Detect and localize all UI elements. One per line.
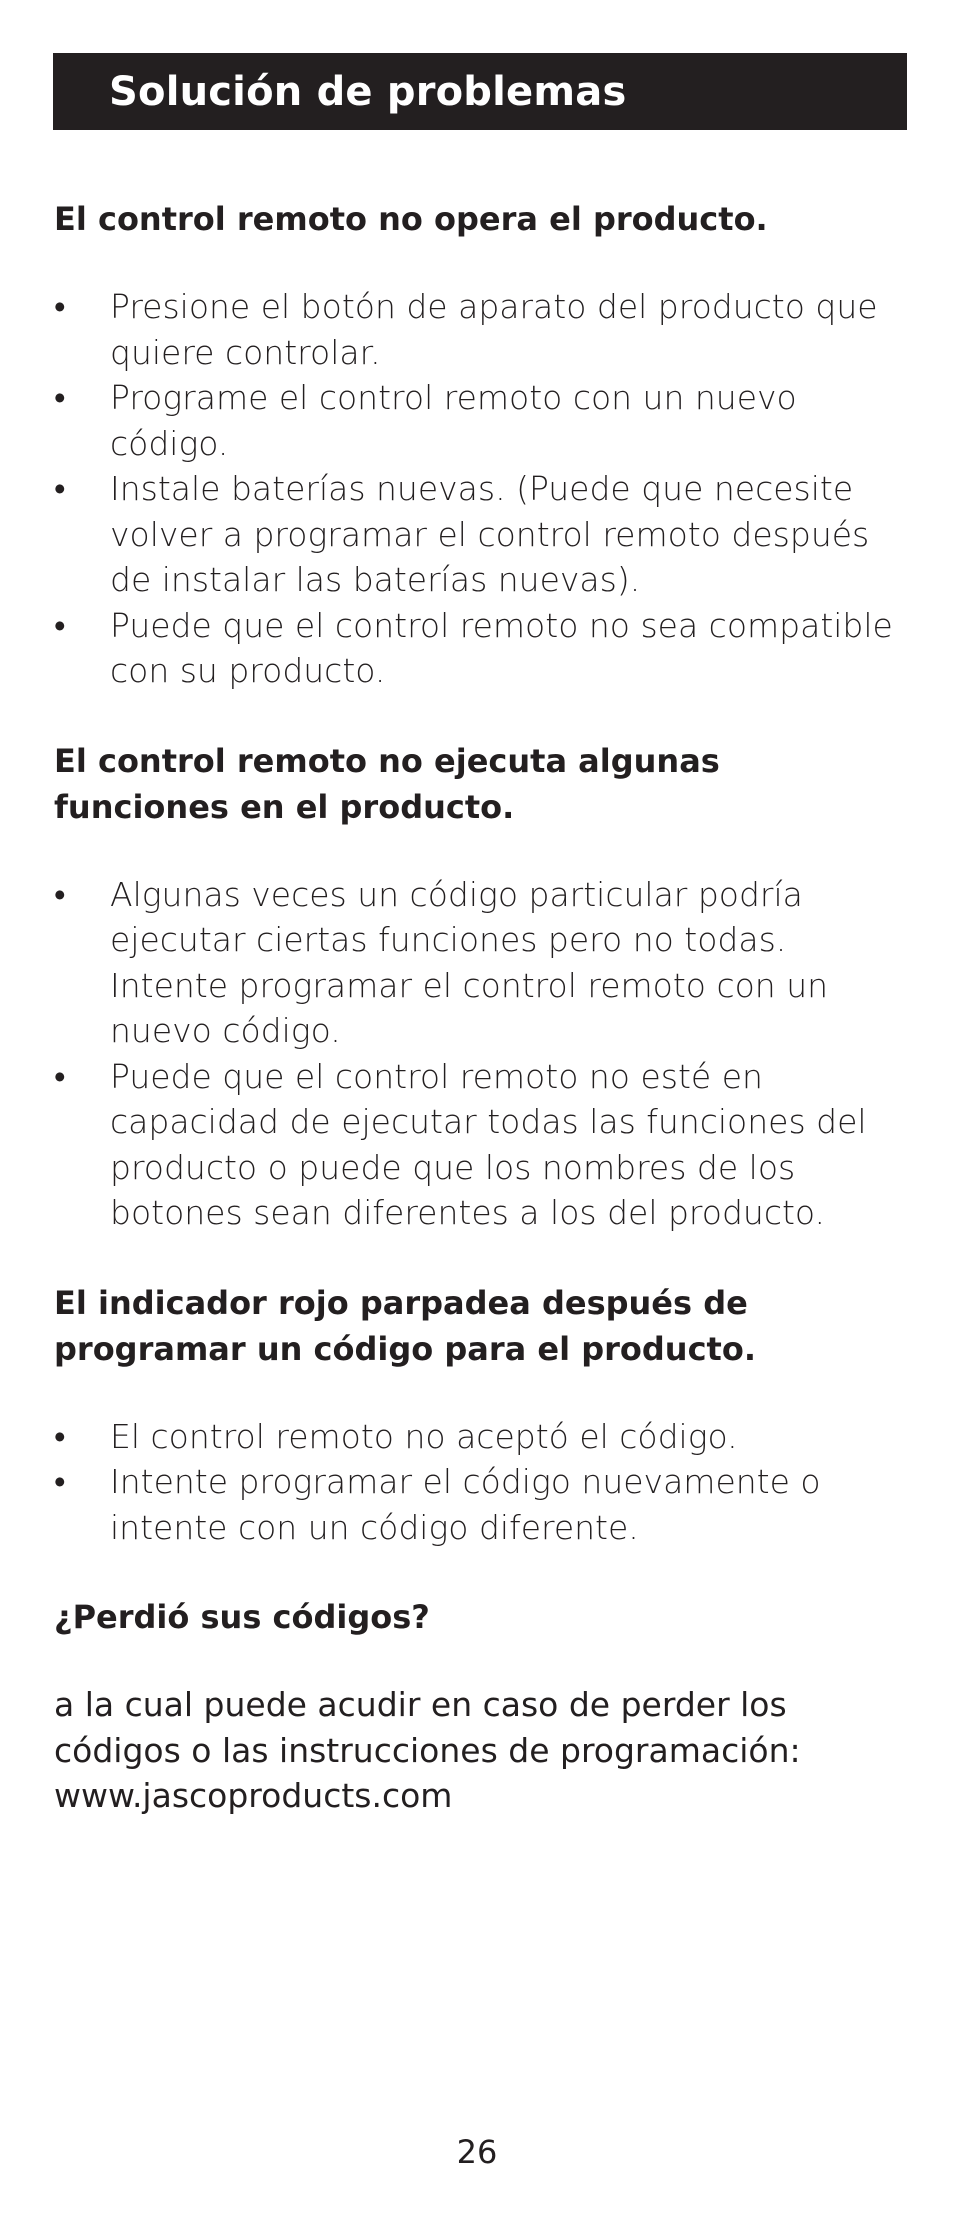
- bullet-icon: •: [54, 378, 66, 417]
- list-item-text: Puede que el control remoto no sea compatible con su producto.: [110, 605, 893, 690]
- bullet-list: [54, 1414, 904, 1551]
- bullet-icon: •: [54, 874, 66, 914]
- bullet-icon: •: [54, 605, 66, 645]
- bullet-list: [54, 872, 904, 1236]
- section-some-functions-not-working: [54, 738, 904, 1236]
- list-item-text: Presione el botón de aparato del producto que quiere controlar.: [110, 287, 878, 372]
- bullet-icon: •: [54, 1416, 66, 1456]
- lost-codes-text: [54, 1682, 904, 1819]
- bullet-icon: •: [54, 1462, 66, 1501]
- section-red-indicator-blinks: [54, 1280, 904, 1551]
- section-remote-not-operating: [54, 196, 904, 694]
- list-item: [54, 872, 904, 1054]
- list-item: [54, 1414, 904, 1460]
- section-heading: ¿Perdió sus códigos?: [54, 1598, 430, 1636]
- list-item: [54, 466, 904, 603]
- list-item: [54, 1459, 904, 1550]
- section-heading: El indicador rojo parpadea después de programar un código para el producto.: [54, 1283, 756, 1368]
- page-number: 26: [456, 2133, 498, 2171]
- section-heading: El control remoto no opera el producto.: [54, 200, 768, 238]
- list-item-text: Instale baterías nuevas. (Puede que necesite volver a programar el control remoto después de instalar las baterías nuevas).: [110, 469, 870, 599]
- list-item: [54, 1054, 904, 1236]
- list-item-text: Programe el control remoto con un nuevo código.: [110, 378, 797, 463]
- page-title: Solución de problemas: [109, 68, 627, 115]
- list-item: [54, 375, 904, 466]
- website-url: www.jascoproducts.com: [54, 1776, 453, 1815]
- troubleshooting-content: [54, 196, 904, 1819]
- list-item: [54, 603, 904, 694]
- list-item-text: Puede que el control remoto no esté en capacidad de ejecutar todas las funciones del producto o puede que los nombres de los botones sean diferentes a los del producto.: [110, 1056, 867, 1232]
- bullet-icon: •: [54, 469, 66, 508]
- lost-codes-description: a la cual puede acudir en caso de perder los códigos o las instrucciones de programación:: [54, 1685, 801, 1770]
- list-item: [54, 284, 904, 375]
- section-header-bar: [53, 53, 907, 130]
- bullet-list: [54, 284, 904, 694]
- section-heading: El control remoto no ejecuta algunas funciones en el producto.: [54, 741, 720, 826]
- list-item-text: Intente programar el código nuevamente o intente con un código diferente.: [110, 1462, 821, 1547]
- list-item-text: Algunas veces un código particular podría ejecutar ciertas funciones pero no todas. Intente programar el control remoto con un nuevo código.: [110, 874, 829, 1050]
- section-lost-codes: [54, 1594, 904, 1819]
- list-item-text: El control remoto no aceptó el código.: [110, 1416, 738, 1456]
- bullet-icon: •: [54, 287, 66, 326]
- bullet-icon: •: [54, 1056, 66, 1096]
